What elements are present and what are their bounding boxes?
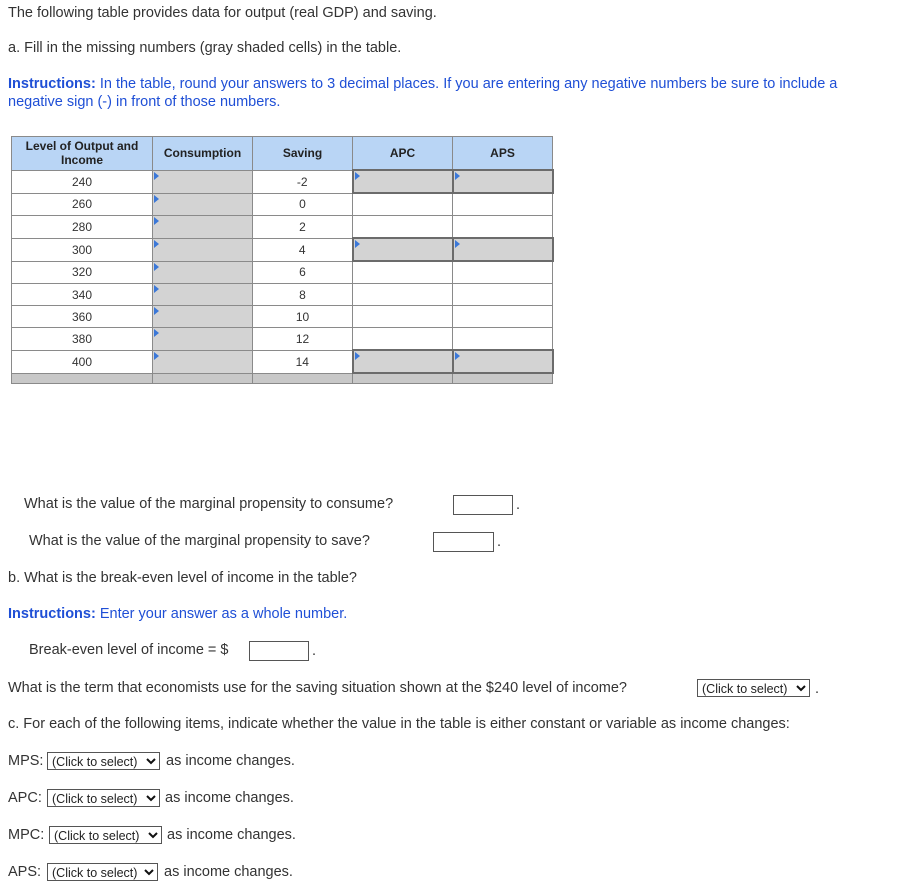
aps-cell <box>453 306 553 328</box>
intro-text: The following table provides data for output (real GDP) and saving. <box>8 5 437 21</box>
breakeven-input[interactable] <box>249 641 309 661</box>
header-income: Level of Output and Income <box>12 137 153 171</box>
breakeven-period: . <box>312 643 317 659</box>
income-cell: 240 <box>12 170 153 193</box>
instructions-2 <box>8 606 347 622</box>
saving-cell: -2 <box>253 170 353 193</box>
aps-input[interactable] <box>453 238 553 261</box>
instructions-1-line2: negative sign (-) in front of those numbers. <box>8 94 281 110</box>
aps-cell <box>453 261 553 284</box>
consumption-input[interactable] <box>153 284 253 306</box>
mps-question: What is the value of the marginal propensity to save? <box>29 533 370 549</box>
saving-cell: 12 <box>253 328 353 351</box>
income-cell: 380 <box>12 328 153 351</box>
consumption-input[interactable] <box>153 350 253 373</box>
consumption-input[interactable] <box>153 306 253 328</box>
apc-cell <box>353 193 453 216</box>
item-select-value: (Click to select) <box>52 755 138 769</box>
item-suffix: as income changes. <box>165 790 294 806</box>
mpc-question: What is the value of the marginal propensity to consume? <box>24 496 394 512</box>
item-label: APC: <box>8 790 42 806</box>
table-footer <box>12 373 553 384</box>
item-select[interactable] <box>49 826 162 844</box>
table-row <box>12 284 553 306</box>
table-header-row <box>12 137 553 171</box>
breakeven-label: Break-even level of income = $ <box>29 642 229 658</box>
income-cell: 340 <box>12 284 153 306</box>
chevron-down-icon <box>144 868 154 876</box>
table-row <box>12 328 553 351</box>
term-period: . <box>815 681 820 697</box>
aps-cell <box>453 328 553 351</box>
term-select-value: (Click to select) <box>702 682 788 696</box>
item-select-value: (Click to select) <box>52 866 138 880</box>
item-label: MPC: <box>8 827 45 843</box>
item-label: MPS: <box>8 753 44 769</box>
item-label: APS: <box>8 864 42 880</box>
item-select-value: (Click to select) <box>52 792 138 806</box>
consumption-input[interactable] <box>153 170 253 193</box>
aps-input[interactable] <box>453 170 553 193</box>
table-row <box>12 350 553 373</box>
saving-cell: 6 <box>253 261 353 284</box>
item-select[interactable] <box>47 752 160 770</box>
table-row <box>12 193 553 216</box>
item-select[interactable] <box>47 789 160 807</box>
header-aps: APS <box>453 137 553 171</box>
income-cell: 400 <box>12 350 153 373</box>
table-row <box>12 306 553 328</box>
saving-cell: 0 <box>253 193 353 216</box>
consumption-input[interactable] <box>153 261 253 284</box>
instructions-1 <box>8 76 837 92</box>
part-c-text: c. For each of the following items, indicate whether the value in the table is either constant or variable as income changes: <box>8 716 790 732</box>
apc-cell <box>353 216 453 239</box>
income-cell: 260 <box>12 193 153 216</box>
aps-cell <box>453 284 553 306</box>
header-saving: Saving <box>253 137 353 171</box>
chevron-down-icon <box>146 794 156 802</box>
term-question: What is the term that economists use for the saving situation shown at the $240 level of income? <box>8 680 627 696</box>
instructions-label: Instructions: <box>8 76 96 92</box>
saving-cell: 14 <box>253 350 353 373</box>
income-cell: 300 <box>12 238 153 261</box>
consumption-input[interactable] <box>153 238 253 261</box>
saving-cell: 4 <box>253 238 353 261</box>
header-consumption: Consumption <box>153 137 253 171</box>
item-select-value: (Click to select) <box>54 829 140 843</box>
apc-cell <box>353 328 453 351</box>
item-suffix: as income changes. <box>166 753 295 769</box>
consumption-input[interactable] <box>153 328 253 351</box>
income-cell: 280 <box>12 216 153 239</box>
consumption-input[interactable] <box>153 193 253 216</box>
apc-input[interactable] <box>353 238 453 261</box>
item-suffix: as income changes. <box>164 864 293 880</box>
instructions-2-text: Enter your answer as a whole number. <box>95 606 348 622</box>
chevron-down-icon <box>148 831 158 839</box>
mps-period: . <box>497 534 502 550</box>
header-apc: APC <box>353 137 453 171</box>
term-select[interactable] <box>697 679 810 697</box>
apc-input[interactable] <box>353 170 453 193</box>
part-a-text: a. Fill in the missing numbers (gray shaded cells) in the table. <box>8 40 402 56</box>
item-suffix: as income changes. <box>167 827 296 843</box>
item-select[interactable] <box>47 863 158 881</box>
saving-cell: 10 <box>253 306 353 328</box>
mpc-input[interactable] <box>453 495 513 515</box>
data-table <box>11 136 554 384</box>
apc-cell <box>353 306 453 328</box>
mps-input[interactable] <box>433 532 494 552</box>
aps-input[interactable] <box>453 350 553 373</box>
chevron-down-icon <box>146 757 156 765</box>
consumption-input[interactable] <box>153 216 253 239</box>
mpc-period: . <box>516 497 521 513</box>
table-row <box>12 216 553 239</box>
chevron-down-icon <box>796 684 806 692</box>
income-cell: 320 <box>12 261 153 284</box>
instructions-2-label: Instructions: <box>8 606 96 622</box>
table-row <box>12 261 553 284</box>
apc-cell <box>353 261 453 284</box>
table-row <box>12 238 553 261</box>
apc-cell <box>353 284 453 306</box>
aps-cell <box>453 193 553 216</box>
aps-cell <box>453 216 553 239</box>
income-cell: 360 <box>12 306 153 328</box>
table-row <box>12 170 553 193</box>
apc-input[interactable] <box>353 350 453 373</box>
part-b-text: b. What is the break-even level of income in the table? <box>8 570 357 586</box>
saving-cell: 8 <box>253 284 353 306</box>
instructions-text: In the table, round your answers to 3 decimal places. If you are entering any negative numbers be sure to include a <box>95 76 838 92</box>
saving-cell: 2 <box>253 216 353 239</box>
